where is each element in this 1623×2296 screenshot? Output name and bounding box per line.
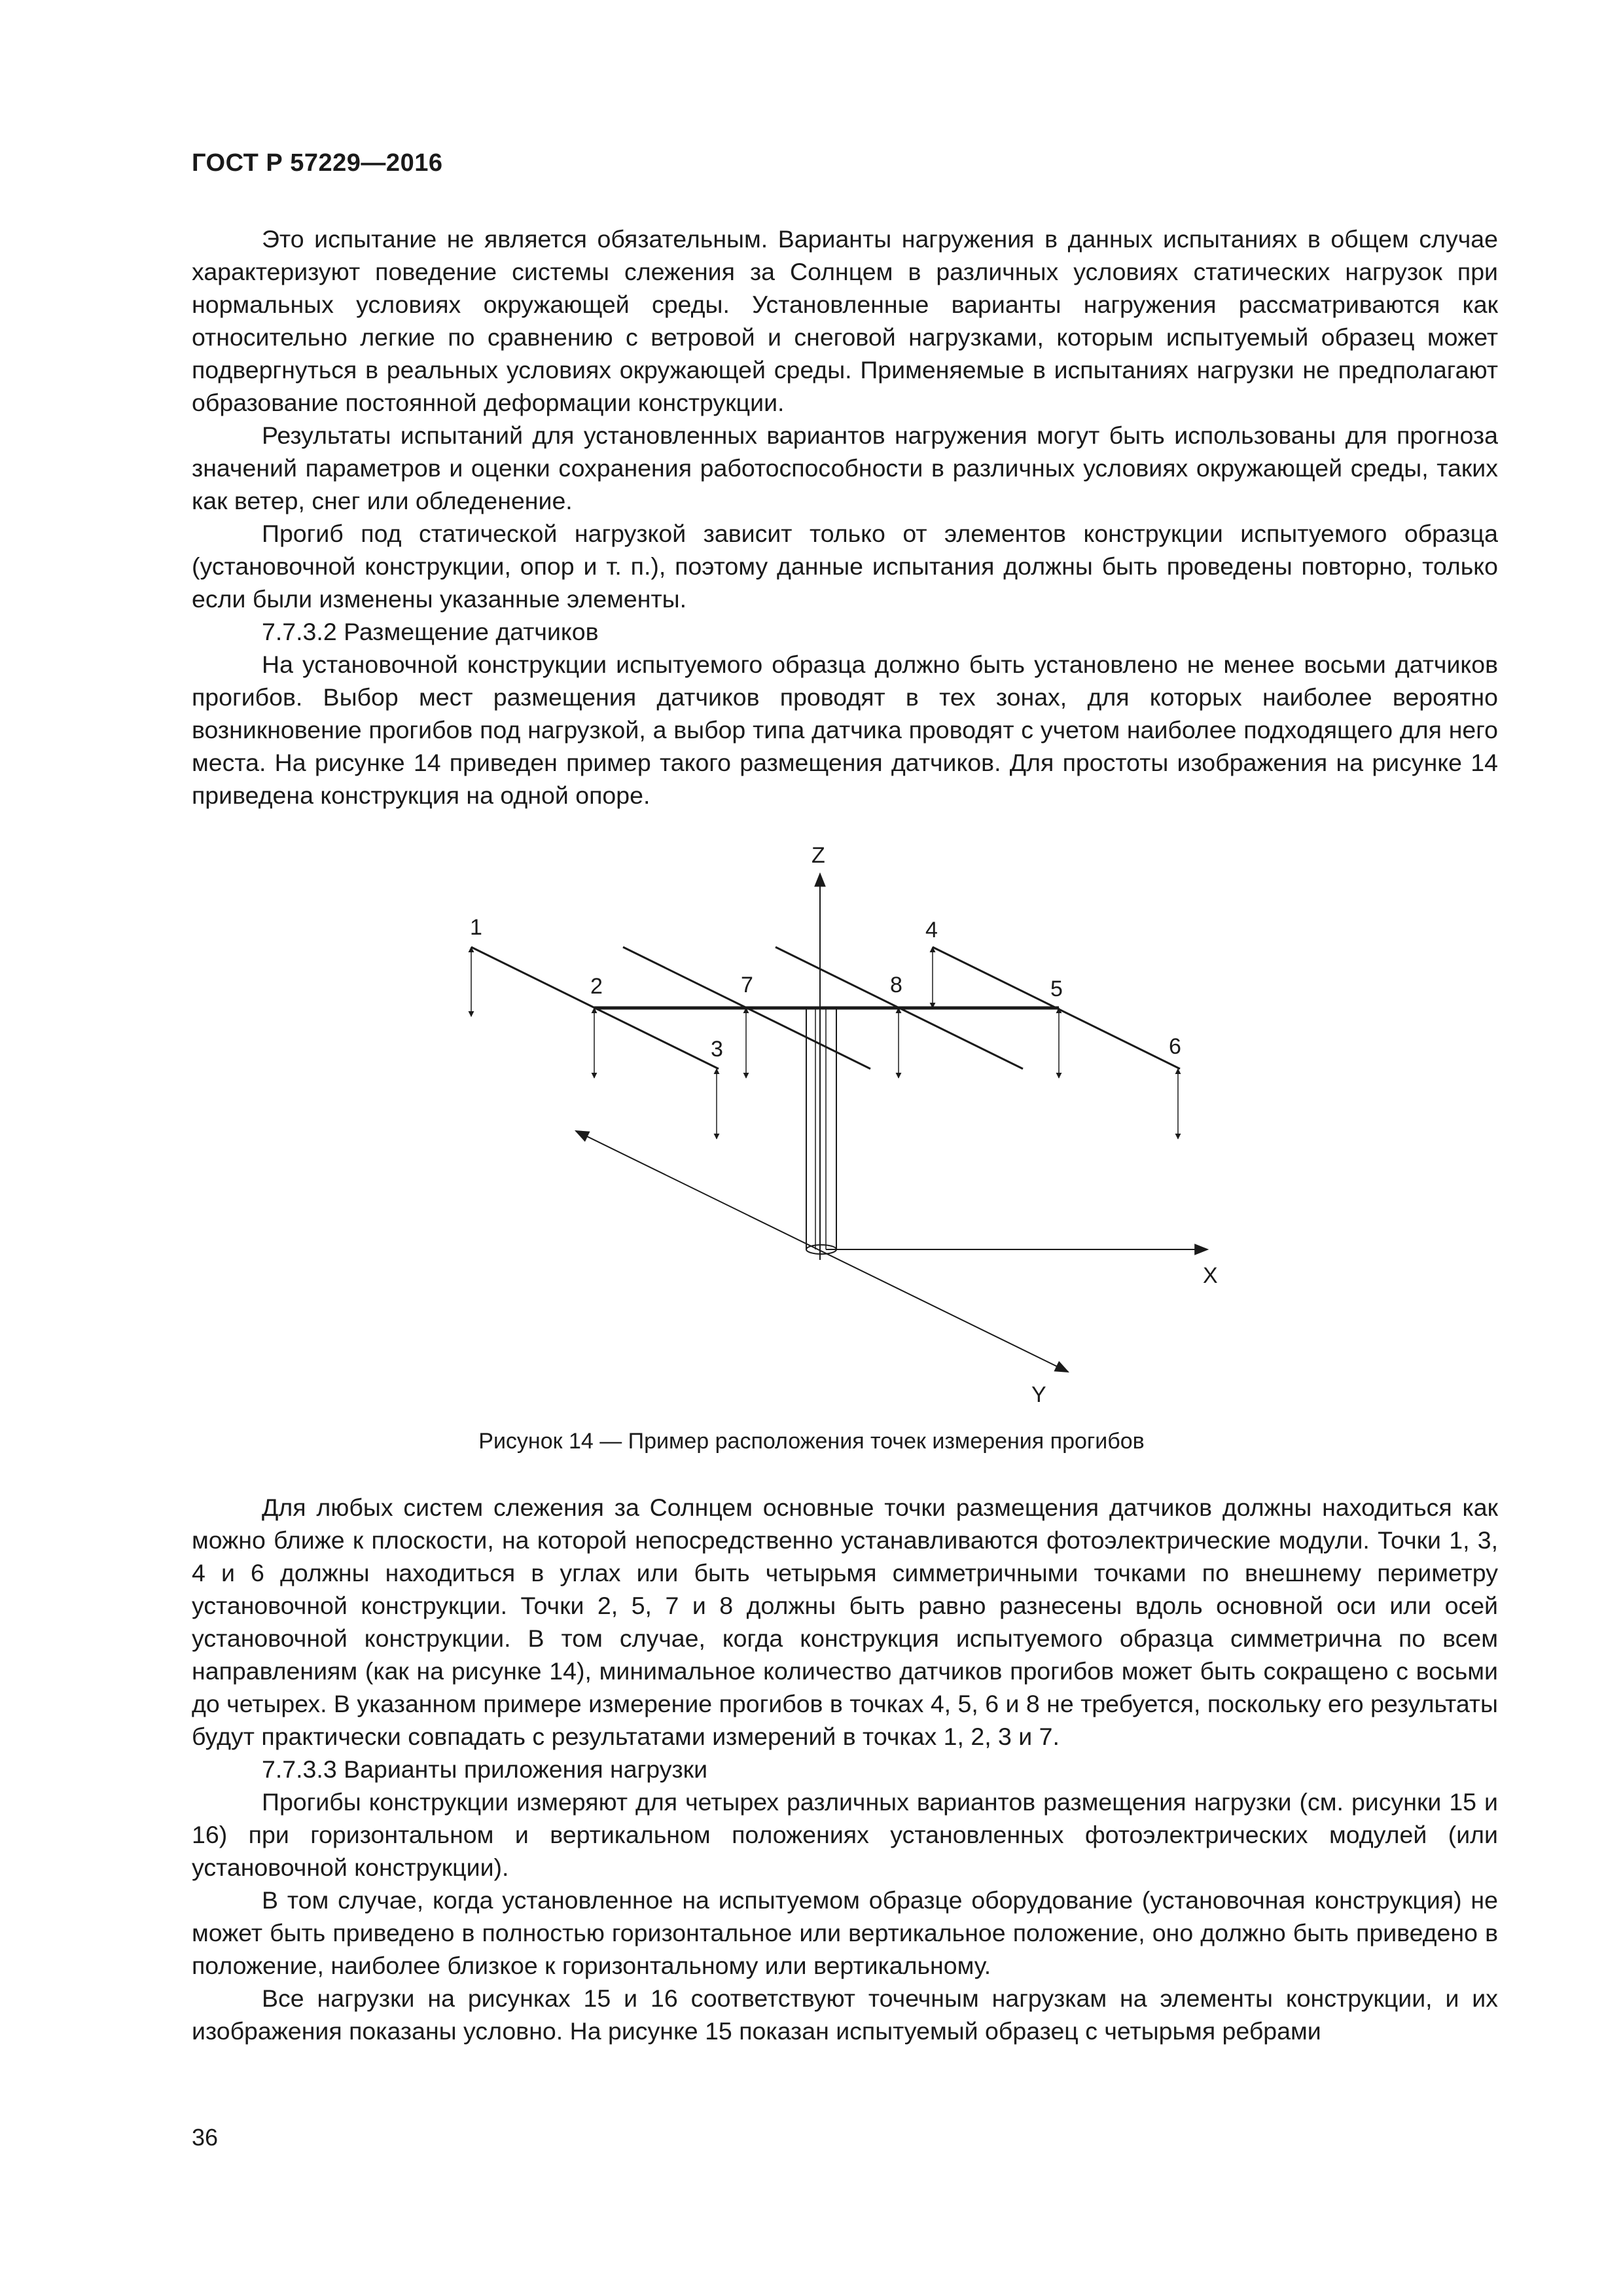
paragraph: Это испытание не является обязательным. Варианты нагружения в данных испытаниях в общем случае характеризуют поведение системы слежения за Солнцем в различных условиях статических нагрузок при нормальных условиях окружающей среды. Установленные варианты нагружения рассматриваются как относительно легкие по сравнению с ветровой и снеговой нагрузками, которым испытуемый образец может подвергнуться в реальных условиях окружающей среды. Применяемые в испытаниях нагрузки не предполагают образование постоянной деформации конструкции. bbox=[192, 225, 1498, 416]
figure-caption: Рисунок 14 — Пример расположения точек измерения прогибов bbox=[478, 1429, 1145, 1454]
paragraph: Прогибы конструкции измеряют для четырех различных вариантов размещения нагрузки (см. рисунки 15 и 16) при горизонтальном и вертикальном положениях установленных фотоэлектрических модулей (или установочной конструкции). bbox=[192, 1788, 1498, 1881]
text-block-top bbox=[192, 223, 1498, 812]
paragraph: Для любых систем слежения за Солнцем основные точки размещения датчиков должны находиться как можно ближе к плоскости, на которой непосредственно устанавливаются фотоэлектрические модули. Точки 1, 3, 4 и 6 должны находиться в углах или быть четырьмя симметричными точками по внешнему периметру установочной конструкции. Точки 2, 5, 7 и 8 должны быть равно разнесены вдоль основной оси или осей установочной конструкции. В том случае, когда конструкция испытуемого образца симметрична по всем направлениям (как на рисунке 14), минимальное количество датчиков прогибов может быть сокращено с восьми до четырех. В указанном примере измерение прогибов в точках 4, 5, 6 и 8 не требуется, поскольку его результаты будут практически совпадать с результатами измерений в точках 1, 2, 3 и 7. bbox=[192, 1494, 1498, 1750]
paragraph: Все нагрузки на рисунках 15 и 16 соответствуют точечным нагрузкам на элементы конструкции, и их изображения показаны условно. На рисунке 15 показан испытуемый образец с четырьмя ребрами bbox=[192, 1984, 1498, 2045]
text-block-bottom bbox=[192, 1491, 1498, 2047]
figure-14-diagram bbox=[432, 831, 1283, 1420]
y-axis-label: Y bbox=[1031, 1382, 1046, 1407]
point-label-2: 2 bbox=[590, 974, 603, 999]
point-label-1: 1 bbox=[470, 915, 482, 940]
point-label-5: 5 bbox=[1050, 977, 1063, 1001]
x-axis-label: X bbox=[1203, 1263, 1218, 1288]
paragraph: Результаты испытаний для установленных вариантов нагружения могут быть использованы для прогноза значений параметров и оценки сохранения работоспособности в различных условиях окружающей среды, таких как ветер, снег или обледенение. bbox=[192, 422, 1498, 514]
paragraph: На установочной конструкции испытуемого образца должно быть установлено не менее восьми датчиков прогибов. Выбор мест размещения датчиков проводят в тех зонах, для которых наиболее вероятно возникновение прогибов под нагрузкой, а выбор типа датчика проводят с учетом наиболее подходящего для него места. На рисунке 14 приведен пример такого размещения датчиков. Для простоты изображения на рисунке 14 приведена конструкция на одной опоре. bbox=[192, 651, 1498, 809]
point-label-3: 3 bbox=[711, 1037, 723, 1062]
page-number: 36 bbox=[192, 2124, 219, 2151]
section-heading: 7.7.3.3 Варианты приложения нагрузки bbox=[262, 1755, 708, 1783]
document-header: ГОСТ Р 57229—2016 bbox=[192, 149, 443, 177]
paragraph: Прогиб под статической нагрузкой зависит только от элементов конструкции испытуемого образца (установочной конструкции, опор и т. п.), поэтому данные испытания должны быть проведены повторно, только если были изменены указанные элементы. bbox=[192, 520, 1498, 613]
point-label-6: 6 bbox=[1169, 1034, 1181, 1059]
z-axis-label: Z bbox=[812, 843, 825, 868]
point-label-7: 7 bbox=[741, 973, 753, 997]
paragraph: В том случае, когда установленное на испытуемом образце оборудование (установочная конструкция) не может быть приведено в полностью горизонтальное или вертикальное положение, оно должно быть приведено в положение, наиболее близкое к горизонтальному или вертикальному. bbox=[192, 1886, 1498, 1979]
y-axis bbox=[576, 1131, 1068, 1372]
point-label-4: 4 bbox=[925, 918, 938, 942]
section-heading: 7.7.3.2 Размещение датчиков bbox=[262, 618, 599, 645]
point-label-8: 8 bbox=[890, 973, 902, 997]
